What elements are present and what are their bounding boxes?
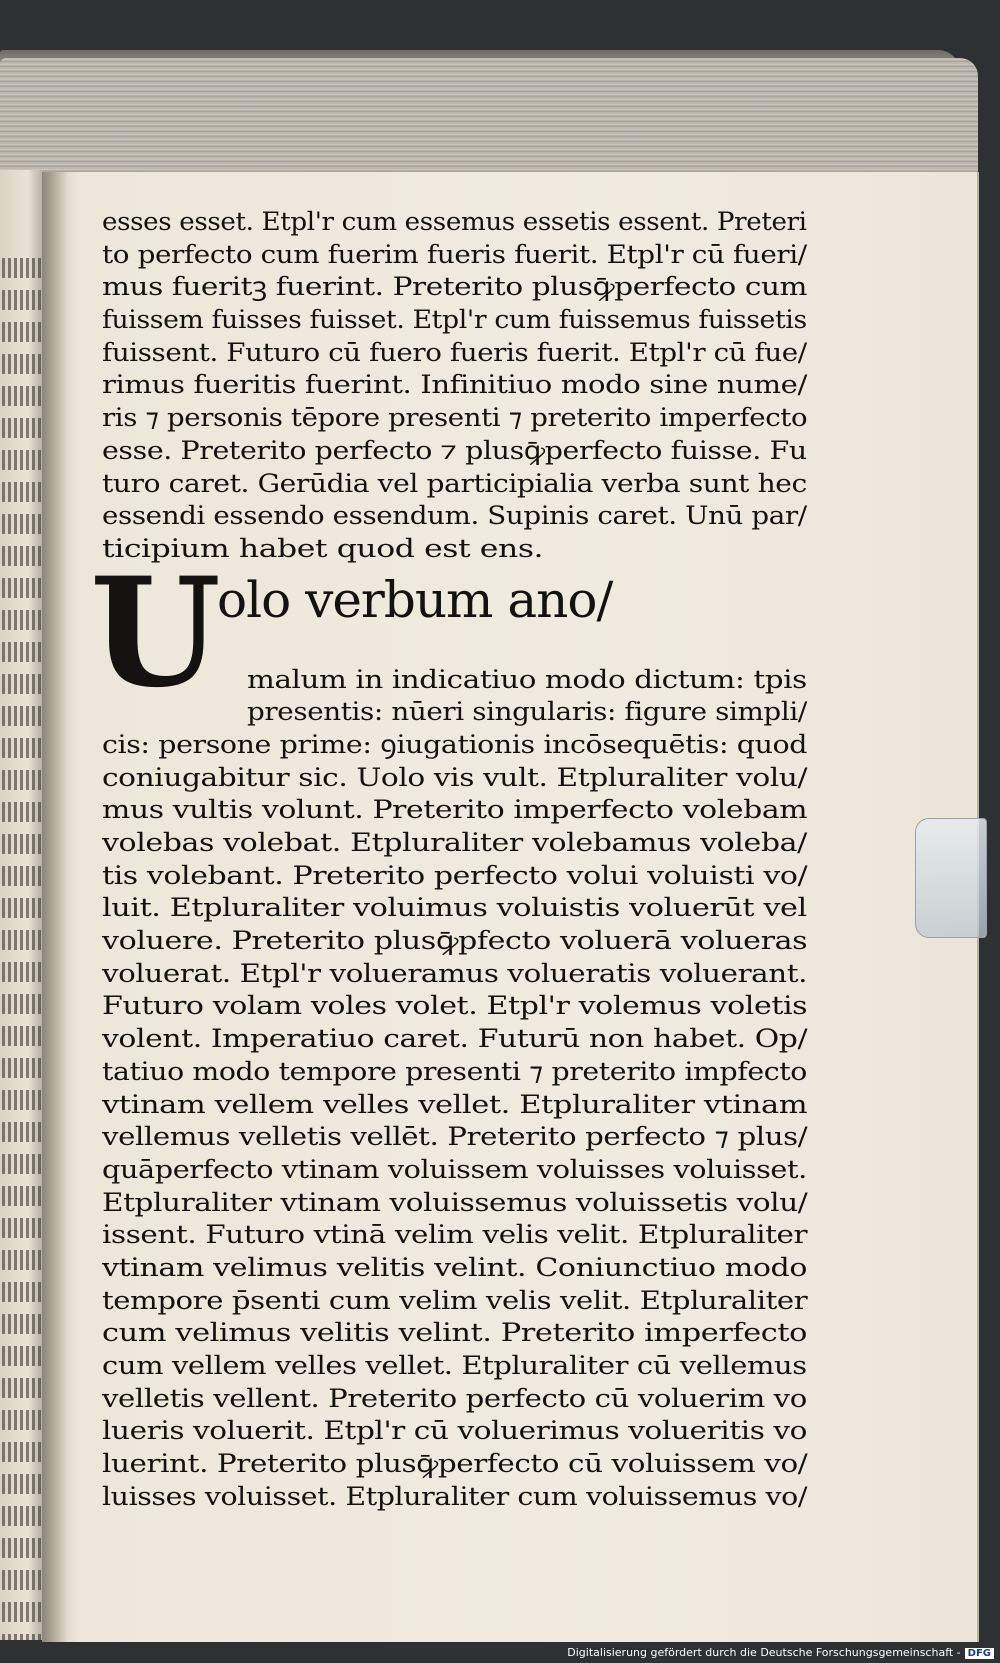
page-text-block	[90, 206, 808, 1513]
footer-credit	[567, 1646, 994, 1659]
text-line: quāperfecto vtinam voluissem voluisses voluisset.	[102, 1154, 807, 1184]
left-page-text-fragment	[2, 258, 42, 278]
left-page-text-fragment	[2, 354, 42, 374]
left-page-text-fragment	[2, 1602, 42, 1622]
text-line: to perfecto cum fuerim fueris fuerit. Etpl'r cū fueri/	[102, 239, 807, 269]
left-page-text-fragment	[2, 1378, 42, 1398]
text-line: voluerat. Etpl'r volueramus volueratis voluerant.	[102, 958, 808, 988]
text-line: vtinam vellem velles vellet. Etpluraliter vtinam	[102, 1089, 808, 1119]
text-line: luisses voluisset. Etpluraliter cum voluissemus vo/	[102, 1481, 808, 1511]
left-page-text-fragment	[2, 1474, 42, 1494]
left-page-text-fragment	[2, 898, 42, 918]
text-line: mus fueritꝫ fuerint. Preterito plusꝙ̄perfecto cum	[102, 272, 808, 302]
left-page-text-fragment	[2, 1122, 42, 1142]
left-page-text-fragment	[2, 834, 42, 854]
left-page-text-fragment	[2, 1506, 42, 1526]
text-line: presentis: nūeri singularis: figure simpli/	[247, 697, 807, 727]
text-line: fuissem fuisses fuisset. Etpl'r cum fuissemus fuissetis	[102, 305, 807, 335]
left-page-text-fragment	[2, 1634, 42, 1640]
left-page-text-fragment	[2, 1154, 42, 1174]
text-line: turo caret. Gerūdia vel participialia verba sunt hec	[102, 468, 807, 498]
left-page-text-fragment	[2, 1570, 42, 1590]
left-page-text-fragment	[2, 1026, 42, 1046]
text-line: esse. Preterito perfecto ⁊ plusꝙ̄perfecto fuisse. Fu	[102, 435, 807, 465]
text-line: malum in indicatiuo modo dictum: tpis	[247, 664, 807, 694]
left-page-text-fragment	[2, 642, 42, 662]
left-page-text-fragment	[2, 962, 42, 982]
text-line: tempore p̄senti cum velim velis velit. Etpluraliter	[102, 1285, 808, 1315]
left-page-text-fragment	[2, 386, 42, 406]
page-clip	[915, 818, 987, 938]
text-line: vellemus velletis vellēt. Preterito perfecto ⁊ plus/	[102, 1122, 808, 1152]
left-page-text-fragment	[2, 450, 42, 470]
left-page-text-fragment	[2, 738, 42, 758]
text-line: tis volebant. Preterito perfecto volui voluisti vo/	[102, 860, 808, 890]
text-line: coniugabitur sic. Uolo vis vult. Etpluraliter volu/	[102, 762, 808, 792]
left-page-text-fragment	[2, 994, 42, 1014]
left-page-text-fragment	[2, 1410, 42, 1430]
text-line: issent. Futuro vtinā velim velis velit. Etpluraliter	[102, 1220, 808, 1250]
left-page-text-fragment	[2, 1538, 42, 1558]
text-line: ticipium habet quod est ens.	[102, 533, 544, 563]
text-line: tatiuo modo tempore presenti ⁊ preterito impfecto	[102, 1056, 807, 1086]
text-line: Futuro volam voles volet. Etpl'r volemus voletis	[102, 991, 808, 1021]
decorated-initial: U	[90, 544, 221, 721]
text-line: mus vultis volunt. Preterito imperfecto volebam	[102, 795, 808, 825]
left-page-text-fragment	[2, 546, 42, 566]
left-page-text-fragment	[2, 482, 42, 502]
left-page-text-fragment	[2, 930, 42, 950]
text-line: cum velimus velitis velint. Preterito imperfecto	[102, 1318, 808, 1348]
left-page-text-fragment	[2, 1442, 42, 1462]
left-page-text-fragment	[2, 674, 42, 694]
left-page-text-fragment	[2, 706, 42, 726]
left-page-text-fragment	[2, 514, 42, 534]
text-line: vtinam velimus velitis velint. Coniunctiuo modo	[102, 1252, 808, 1282]
left-page-text-fragment	[2, 866, 42, 886]
left-page-text-fragment	[2, 418, 42, 438]
left-page-text-fragment	[2, 290, 42, 310]
heading-text: olo verbum ano/	[217, 570, 613, 629]
left-page-text-fragment	[2, 1250, 42, 1270]
text-line: volebas volebat. Etpluraliter volebamus voleba/	[102, 828, 807, 857]
left-page-text-fragment	[2, 322, 42, 342]
left-facing-page	[0, 170, 46, 1640]
text-line: fuissent. Futuro cū fuero fueris fuerit. Etpl'r cū fue/	[102, 337, 807, 367]
text-line: cis: persone prime: ꝯiugationis incōsequētis: quod	[102, 729, 808, 759]
left-page-text-fragment	[2, 610, 42, 630]
left-page-text-fragment	[2, 1090, 42, 1110]
text-line: lueris voluerit. Etpl'r cū voluerimus volueritis vo	[102, 1416, 808, 1446]
text-line: luerint. Preterito plusꝙ̄perfecto cū voluissem vo/	[102, 1449, 808, 1479]
funding-credit: Digitalisierung gefördert durch die Deutsche Forschungsgemeinschaft -	[567, 1646, 961, 1659]
text-line: rimus fueritis fuerint. Infinitiuo modo sine nume/	[102, 370, 807, 400]
text-line: Etpluraliter vtinam voluissemus voluissetis volu/	[102, 1187, 808, 1217]
text-line: essendi essendo essendum. Supinis caret. Unū par/	[102, 501, 807, 531]
text-line: cum vellem velles vellet. Etpluraliter cū vellemus	[102, 1351, 807, 1380]
dfg-logo: DFG	[965, 1648, 994, 1659]
text-line: esses esset. Etpl'r cum essemus essetis essent. Preteri	[102, 207, 807, 236]
left-page-text-fragment	[2, 578, 42, 598]
text-line: volent. Imperatiuo caret. Futurū non habet. Op/	[102, 1024, 808, 1054]
text-line: velletis vellent. Preterito perfecto cū voluerim vo	[102, 1383, 807, 1413]
text-line: voluere. Preterito plusꝙ̄pfecto voluerā volueras	[102, 926, 808, 956]
left-page-text-fragment	[2, 1314, 42, 1334]
left-page-text-fragment	[2, 802, 42, 822]
paragraph-top	[102, 206, 807, 566]
spine-shadow	[42, 172, 68, 1642]
left-page-text-fragment	[2, 770, 42, 790]
left-page-text-fragment	[2, 1346, 42, 1366]
text-line: ris ⁊ personis tēpore presenti ⁊ preterito imperfecto	[102, 403, 808, 433]
left-page-text-fragment	[2, 1058, 42, 1078]
left-page-text-fragment	[2, 1282, 42, 1302]
paragraph-body	[102, 729, 807, 1514]
left-page-text-fragment	[2, 1218, 42, 1238]
text-line: luit. Etpluraliter voluimus voluistis voluerūt vel	[102, 893, 807, 923]
left-page-text-fragment	[2, 1186, 42, 1206]
